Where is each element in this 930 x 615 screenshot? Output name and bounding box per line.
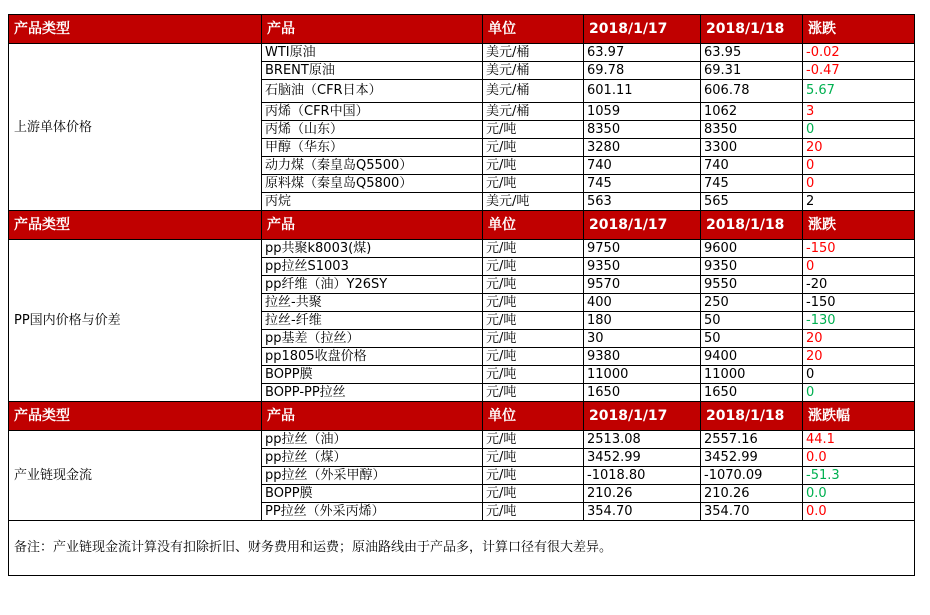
- value-cell-0117: 30: [584, 330, 701, 348]
- product-cell: 动力煤（秦皇岛Q5500）: [262, 157, 483, 175]
- value-cell-0118: 606.78: [701, 80, 803, 103]
- value-cell-0117: -1018.80: [584, 467, 701, 485]
- unit-cell: 元/吨: [483, 449, 584, 467]
- change-cell: -0.02: [803, 44, 915, 62]
- product-cell: WTI原油: [262, 44, 483, 62]
- value-cell-0118: 3300: [701, 139, 803, 157]
- change-cell: 3: [803, 103, 915, 121]
- header-cell-col3: 单位: [483, 211, 584, 240]
- header-cell-col3: 单位: [483, 402, 584, 431]
- note-text: 备注：产业链现金流计算没有扣除折旧、财务费用和运费；原油路线由于产品多，计算口径有很大差异。: [9, 521, 915, 576]
- value-cell-0118: 250: [701, 294, 803, 312]
- value-cell-0117: 11000: [584, 366, 701, 384]
- value-cell-0118: 740: [701, 157, 803, 175]
- value-cell-0118: 50: [701, 330, 803, 348]
- value-cell-0118: 565: [701, 193, 803, 211]
- value-cell-0117: 3452.99: [584, 449, 701, 467]
- change-cell: -20: [803, 276, 915, 294]
- unit-cell: 美元/桶: [483, 103, 584, 121]
- section-header-row: [9, 211, 915, 240]
- product-cell: pp共聚k8003(煤): [262, 240, 483, 258]
- price-report: [8, 14, 915, 576]
- note-row: [9, 521, 915, 576]
- value-cell-0117: 740: [584, 157, 701, 175]
- table-row: [9, 431, 915, 449]
- value-cell-0117: 2513.08: [584, 431, 701, 449]
- product-cell: 拉丝-纤维: [262, 312, 483, 330]
- header-cell-col3: 单位: [483, 15, 584, 44]
- unit-cell: 元/吨: [483, 121, 584, 139]
- unit-cell: 元/吨: [483, 366, 584, 384]
- change-cell: 44.1: [803, 431, 915, 449]
- product-cell: pp拉丝（外采甲醇）: [262, 467, 483, 485]
- unit-cell: 元/吨: [483, 431, 584, 449]
- product-cell: 原料煤（秦皇岛Q5800）: [262, 175, 483, 193]
- change-cell: -130: [803, 312, 915, 330]
- change-cell: 0.0: [803, 449, 915, 467]
- value-cell-0117: 1650: [584, 384, 701, 402]
- unit-cell: 元/吨: [483, 157, 584, 175]
- product-cell: pp拉丝S1003: [262, 258, 483, 276]
- change-cell: 0: [803, 175, 915, 193]
- table-row: [9, 240, 915, 258]
- unit-cell: 元/吨: [483, 175, 584, 193]
- value-cell-0117: 63.97: [584, 44, 701, 62]
- header-cell-col4: 2018/1/17: [584, 402, 701, 431]
- change-cell: 2: [803, 193, 915, 211]
- value-cell-0117: 9380: [584, 348, 701, 366]
- header-cell-col6: 涨跌幅: [803, 402, 915, 431]
- price-table: [8, 14, 915, 576]
- section-header-row: [9, 15, 915, 44]
- change-cell: -51.3: [803, 467, 915, 485]
- unit-cell: 元/吨: [483, 330, 584, 348]
- product-cell: BOPP-PP拉丝: [262, 384, 483, 402]
- header-cell-col1: 产品类型: [9, 211, 262, 240]
- change-cell: 0: [803, 157, 915, 175]
- change-cell: 20: [803, 330, 915, 348]
- product-cell: pp拉丝（油）: [262, 431, 483, 449]
- product-cell: pp纤维（油）Y26SY: [262, 276, 483, 294]
- header-cell-col2: 产品: [262, 402, 483, 431]
- value-cell-0117: 3280: [584, 139, 701, 157]
- change-cell: 0: [803, 258, 915, 276]
- change-cell: 0: [803, 384, 915, 402]
- unit-cell: 元/吨: [483, 348, 584, 366]
- unit-cell: 元/吨: [483, 139, 584, 157]
- unit-cell: 美元/桶: [483, 44, 584, 62]
- value-cell-0117: 8350: [584, 121, 701, 139]
- change-cell: 0.0: [803, 485, 915, 503]
- product-cell: pp基差（拉丝）: [262, 330, 483, 348]
- section-header-row: [9, 402, 915, 431]
- value-cell-0118: 210.26: [701, 485, 803, 503]
- category-cell: 上游单体价格: [9, 44, 262, 211]
- unit-cell: 美元/桶: [483, 62, 584, 80]
- value-cell-0117: 9750: [584, 240, 701, 258]
- product-cell: pp1805收盘价格: [262, 348, 483, 366]
- value-cell-0117: 69.78: [584, 62, 701, 80]
- header-cell-col6: 涨跌: [803, 15, 915, 44]
- value-cell-0117: 210.26: [584, 485, 701, 503]
- change-cell: 0: [803, 366, 915, 384]
- unit-cell: 元/吨: [483, 384, 584, 402]
- change-cell: 5.67: [803, 80, 915, 103]
- value-cell-0117: 180: [584, 312, 701, 330]
- product-cell: PP拉丝（外采丙烯）: [262, 503, 483, 521]
- product-cell: 拉丝-共聚: [262, 294, 483, 312]
- unit-cell: 元/吨: [483, 294, 584, 312]
- header-cell-col1: 产品类型: [9, 402, 262, 431]
- value-cell-0118: 11000: [701, 366, 803, 384]
- unit-cell: 元/吨: [483, 485, 584, 503]
- change-cell: -150: [803, 240, 915, 258]
- product-cell: BOPP膜: [262, 366, 483, 384]
- unit-cell: 元/吨: [483, 276, 584, 294]
- value-cell-0118: 3452.99: [701, 449, 803, 467]
- value-cell-0118: 1650: [701, 384, 803, 402]
- value-cell-0118: 9350: [701, 258, 803, 276]
- value-cell-0118: 8350: [701, 121, 803, 139]
- value-cell-0118: 9600: [701, 240, 803, 258]
- change-cell: 20: [803, 348, 915, 366]
- value-cell-0118: -1070.09: [701, 467, 803, 485]
- value-cell-0117: 745: [584, 175, 701, 193]
- header-cell-col5: 2018/1/18: [701, 211, 803, 240]
- value-cell-0118: 354.70: [701, 503, 803, 521]
- header-cell-col5: 2018/1/18: [701, 402, 803, 431]
- unit-cell: 元/吨: [483, 312, 584, 330]
- product-cell: pp拉丝（煤）: [262, 449, 483, 467]
- value-cell-0117: 601.11: [584, 80, 701, 103]
- value-cell-0117: 9570: [584, 276, 701, 294]
- value-cell-0118: 63.95: [701, 44, 803, 62]
- value-cell-0117: 400: [584, 294, 701, 312]
- value-cell-0118: 9400: [701, 348, 803, 366]
- product-cell: BRENT原油: [262, 62, 483, 80]
- unit-cell: 元/吨: [483, 258, 584, 276]
- product-cell: 丙烷: [262, 193, 483, 211]
- change-cell: -0.47: [803, 62, 915, 80]
- value-cell-0118: 50: [701, 312, 803, 330]
- product-cell: 石脑油（CFR日本）: [262, 80, 483, 103]
- change-cell: 0.0: [803, 503, 915, 521]
- header-cell-col2: 产品: [262, 211, 483, 240]
- header-cell-col1: 产品类型: [9, 15, 262, 44]
- header-cell-col4: 2018/1/17: [584, 15, 701, 44]
- header-cell-col4: 2018/1/17: [584, 211, 701, 240]
- category-cell: 产业链现金流: [9, 431, 262, 521]
- header-cell-col5: 2018/1/18: [701, 15, 803, 44]
- unit-cell: 元/吨: [483, 467, 584, 485]
- value-cell-0117: 354.70: [584, 503, 701, 521]
- value-cell-0118: 69.31: [701, 62, 803, 80]
- unit-cell: 美元/桶: [483, 80, 584, 103]
- unit-cell: 元/吨: [483, 240, 584, 258]
- product-cell: 丙烯（山东）: [262, 121, 483, 139]
- value-cell-0118: 9550: [701, 276, 803, 294]
- header-cell-col6: 涨跌: [803, 211, 915, 240]
- value-cell-0117: 563: [584, 193, 701, 211]
- value-cell-0117: 9350: [584, 258, 701, 276]
- value-cell-0118: 1062: [701, 103, 803, 121]
- change-cell: -150: [803, 294, 915, 312]
- product-cell: BOPP膜: [262, 485, 483, 503]
- table-row: [9, 44, 915, 62]
- unit-cell: 美元/吨: [483, 193, 584, 211]
- product-cell: 甲醇（华东）: [262, 139, 483, 157]
- header-cell-col2: 产品: [262, 15, 483, 44]
- value-cell-0117: 1059: [584, 103, 701, 121]
- change-cell: 0: [803, 121, 915, 139]
- value-cell-0118: 2557.16: [701, 431, 803, 449]
- category-cell: PP国内价格与价差: [9, 240, 262, 402]
- value-cell-0118: 745: [701, 175, 803, 193]
- product-cell: 丙烯（CFR中国）: [262, 103, 483, 121]
- change-cell: 20: [803, 139, 915, 157]
- unit-cell: 元/吨: [483, 503, 584, 521]
